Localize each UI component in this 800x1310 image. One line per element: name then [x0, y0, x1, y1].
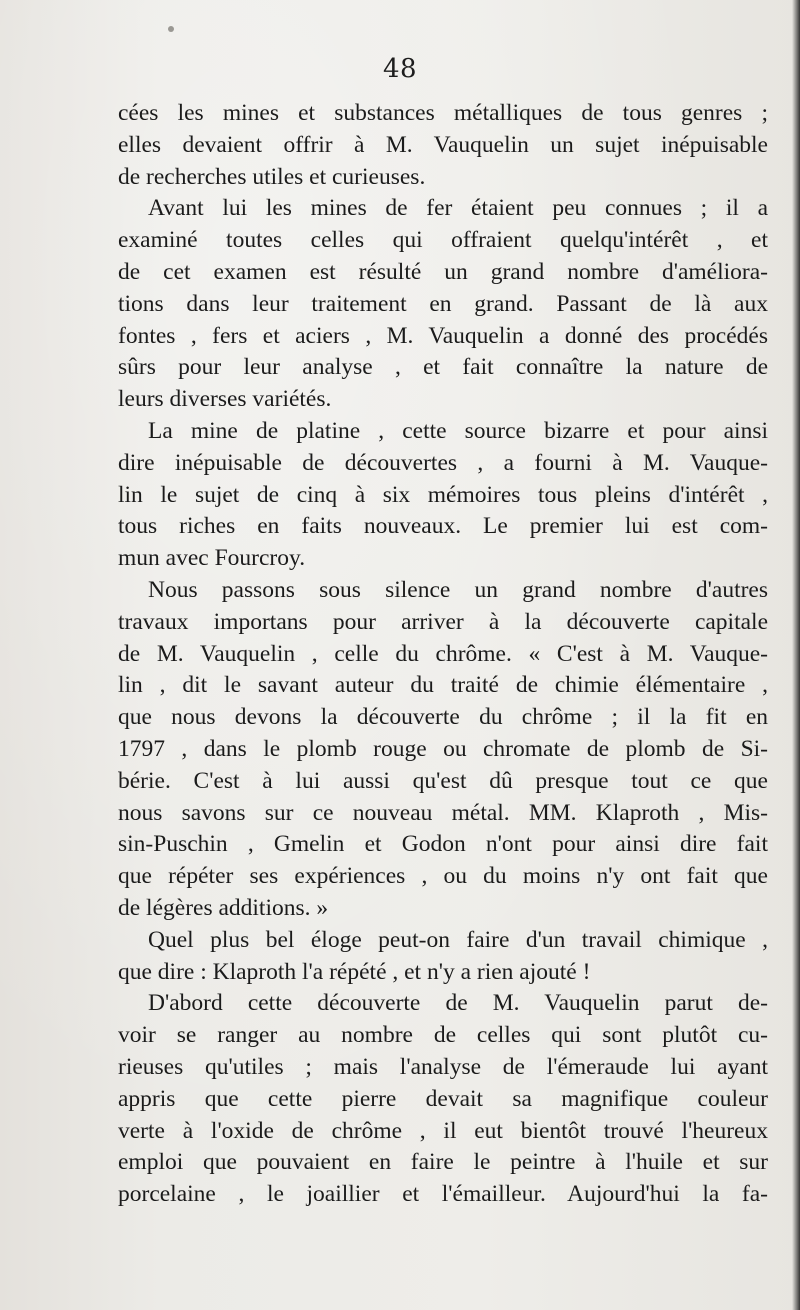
- text-line: sûrs pour leur analyse , et fait connaître la nature de: [118, 354, 768, 381]
- text-line: voir se ranger au nombre de celles qui sont plutôt cu-: [118, 1022, 768, 1049]
- paragraph-first-line: La mine de platine , cette source bizarre et pour ainsi: [148, 417, 768, 444]
- text-line: tions dans leur traitement en grand. Passant de là aux: [118, 290, 768, 317]
- text-line: emploi que pouvaient en faire le peintre à l'huile et sur: [118, 1149, 768, 1176]
- page-edge-shadow: [792, 0, 800, 1310]
- page-number: 48: [382, 54, 418, 84]
- text-line: de recherches utiles et curieuses.: [118, 163, 426, 190]
- paper-speck: [168, 26, 174, 32]
- paragraph-first-line: Nous passons sous silence un grand nombre d'autres: [148, 576, 768, 603]
- text-line: fontes , fers et aciers , M. Vauquelin a donné des procédés: [118, 322, 768, 349]
- text-line: examiné toutes celles qui offraient quelqu'intérêt , et: [118, 227, 768, 254]
- text-line: appris que cette pierre devait sa magnifique couleur: [118, 1085, 768, 1112]
- text-line: sin-Puschin , Gmelin et Godon n'ont pour ainsi dire fait: [118, 831, 768, 858]
- text-line: nous savons sur ce nouveau métal. MM. Klaproth , Mis-: [118, 799, 768, 826]
- text-line: bérie. C'est à lui aussi qu'est dû presque tout ce que: [118, 767, 768, 794]
- text-line: lin le sujet de cinq à six mémoires tous pleins d'intérêt ,: [118, 481, 768, 508]
- text-line: que nous devons la découverte du chrôme ; il la fit en: [118, 704, 768, 731]
- text-line: de légères additions. »: [118, 894, 329, 921]
- text-line: lin , dit le savant auteur du traité de chimie élémentaire ,: [118, 672, 768, 699]
- text-line: travaux importans pour arriver à la découverte capitale: [118, 608, 768, 635]
- text-line: verte à l'oxide de chrôme , il eut bientôt trouvé l'heureux: [118, 1117, 768, 1144]
- text-line: que dire : Klaproth l'a répété , et n'y a rien ajouté !: [118, 958, 591, 985]
- body-text: [118, 98, 768, 1211]
- text-line: que répéter ses expériences , ou du moins n'y ont fait que: [118, 863, 768, 890]
- text-line: mun avec Fourcroy.: [118, 545, 306, 572]
- text-line: de M. Vauquelin , celle du chrôme. « C'est à M. Vauque-: [118, 640, 768, 667]
- text-line: cées les mines et substances métalliques de tous genres ;: [118, 100, 768, 126]
- text-line: leurs diverses variétés.: [118, 386, 332, 413]
- text-line: tous riches en faits nouveaux. Le premier lui est com-: [118, 513, 768, 540]
- paragraph-first-line: Quel plus bel éloge peut-on faire d'un travail chimique ,: [148, 926, 768, 953]
- text-line: porcelaine , le joaillier et l'émailleur. Aujourd'hui la fa-: [118, 1181, 768, 1208]
- text-line: de cet examen est résulté un grand nombre d'améliora-: [118, 258, 768, 285]
- text-line: dire inépuisable de découvertes , a fourni à M. Vauque-: [118, 449, 768, 476]
- paragraph-first-line: Avant lui les mines de fer étaient peu connues ; il a: [148, 195, 768, 222]
- text-line: rieuses qu'utiles ; mais l'analyse de l'émeraude lui ayant: [118, 1053, 768, 1080]
- text-line: elles devaient offrir à M. Vauquelin un sujet inépuisable: [118, 131, 768, 158]
- paragraph-first-line: D'abord cette découverte de M. Vauquelin parut de-: [148, 990, 768, 1017]
- text-line: 1797 , dans le plomb rouge ou chromate de plomb de Si-: [118, 735, 768, 762]
